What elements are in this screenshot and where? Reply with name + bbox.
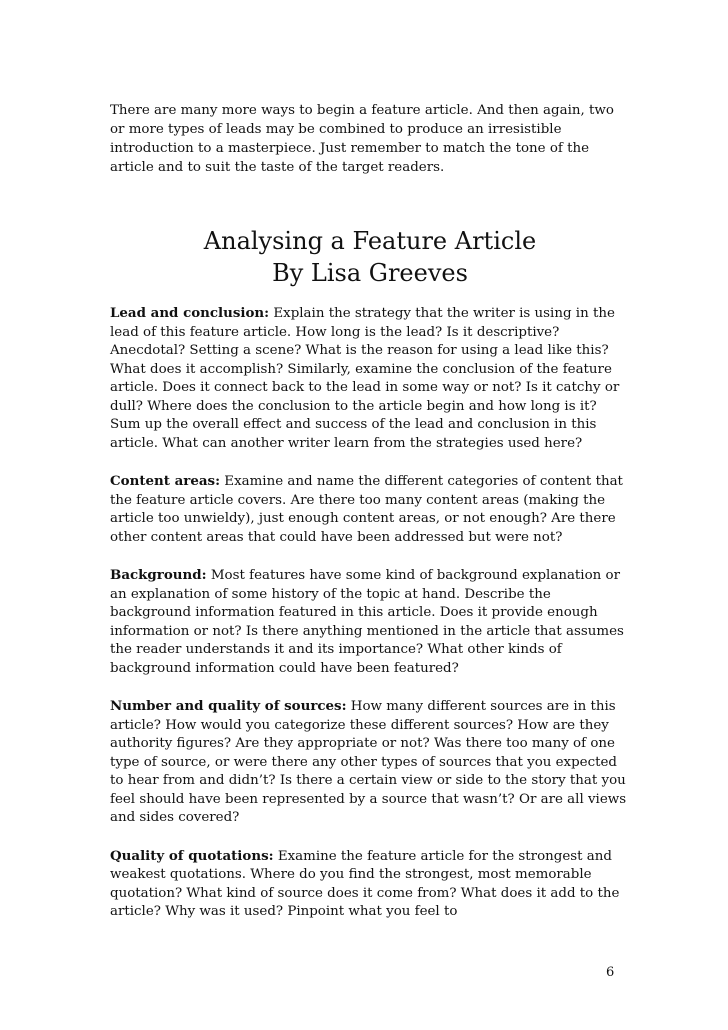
- section-background: [110, 566, 630, 678]
- section-quality-of-quotations: [110, 847, 630, 922]
- sections-container: [110, 304, 630, 941]
- page-number: 6: [606, 965, 615, 980]
- section-heading: Lead and conclusion:: [110, 305, 270, 321]
- section-heading: Content areas:: [110, 473, 221, 489]
- section-text: Examine and name the different categories of content that the feature article covers. Are there too many content areas (making the article too unwieldy), just enough content areas, or not enough? Are there other content areas that could have been addressed but were not?: [110, 474, 623, 545]
- section-text: How many different sources are in this article? How would you categorize these different sources? How are they authority figures? Are they appropriate or not? Was there too many of one type of source, or were there any other types of sources that you expected to hear from and didn’t? Is there a certain view or side to the story that you feel should have been represented by a source that wasn’t? Or are all views and sides covered?: [110, 699, 627, 825]
- intro-paragraph: There are many more ways to begin a feature article. And then again, two or more types of leads may be combined to produce an irresistible introduction to a masterpiece. Just remember to match the tone of the article and to suit the taste of the target readers.: [110, 103, 614, 175]
- section-heading: Number and quality of sources:: [110, 698, 347, 714]
- section-heading: Quality of quotations:: [110, 847, 274, 864]
- title-line-main: Analysing a Feature Article: [203, 227, 537, 255]
- section-lead-and-conclusion: [110, 304, 630, 453]
- section-content-areas: [110, 472, 630, 547]
- section-heading: Background:: [110, 567, 207, 583]
- article-title: [110, 225, 630, 289]
- section-text: Examine the feature article for the strongest and weakest quotations. Where do you find the strongest, most memorable quotation? What kind of source does it come from? What does it add to the article? Why was it used? Pinpoint what you feel to: [110, 848, 620, 919]
- section-text: Most features have some kind of background explanation or an explanation of some history of the topic at hand. Describe the background information featured in this article. Does it provide enough information or not? Is there anything mentioned in the article that assumes the reader understands it and its importance? What other kinds of background information could have been featured?: [110, 568, 624, 676]
- section-text: Explain the strategy that the writer is using in the lead of this feature article. How long is the lead? Is it descriptive? Anecdotal? Setting a scene? What is the reason for using a lead like this? What does it accomplish? Similarly, examine the conclusion of the feature article. Does it connect back to the lead in some way or not? Is it catchy or dull? Where does the conclusion to the article begin and how long is it? Sum up the overall effect and success of the lead and conclusion in this article. What can another writer learn from the strategies used here?: [110, 306, 620, 451]
- section-number-and-quality-of-sources: [110, 697, 630, 828]
- title-line-author: By Lisa Greeves: [272, 259, 468, 287]
